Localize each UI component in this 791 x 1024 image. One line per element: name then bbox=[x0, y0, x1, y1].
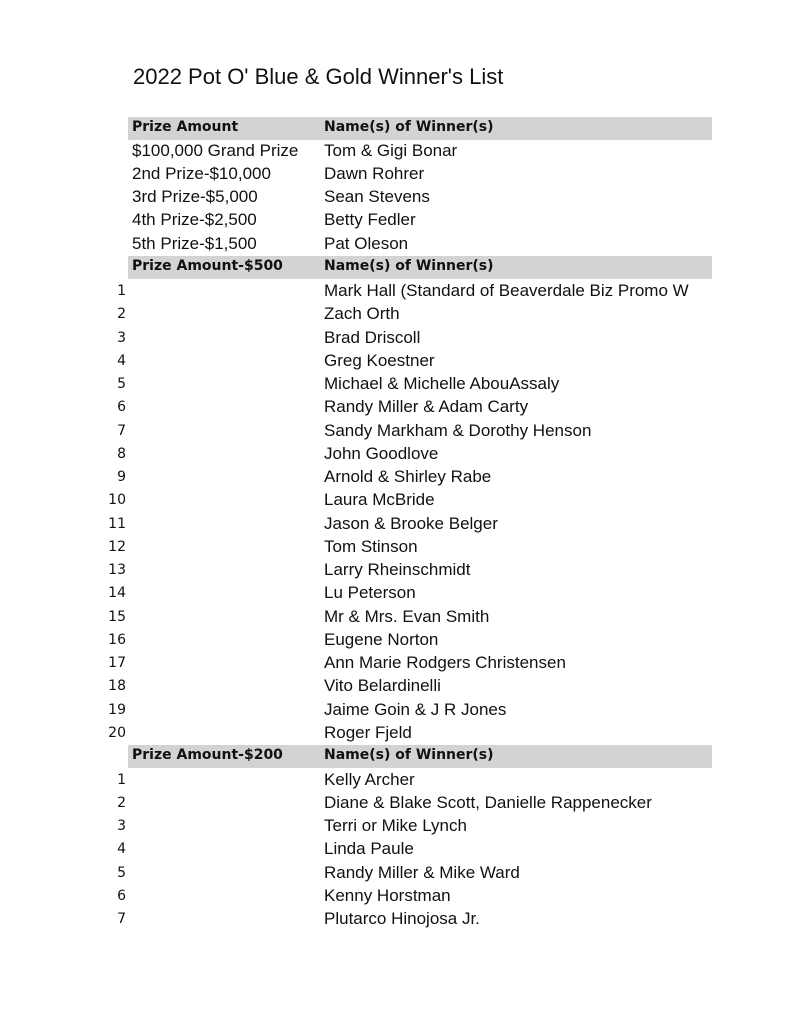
winner-name: Sean Stevens bbox=[324, 187, 430, 206]
table-row bbox=[0, 815, 791, 838]
prize-label: $100,000 Grand Prize bbox=[132, 141, 299, 160]
table-row bbox=[0, 420, 791, 443]
table-row bbox=[0, 908, 791, 931]
table-row bbox=[0, 606, 791, 629]
winner-name: Ann Marie Rodgers Christensen bbox=[324, 653, 566, 672]
table-row bbox=[0, 582, 791, 605]
winner-name: Jason & Brooke Belger bbox=[324, 513, 498, 533]
winner-name: Michael & Michelle AbouAssaly bbox=[324, 374, 560, 393]
row-number: 3 bbox=[117, 818, 126, 834]
winner-name: Lu Peterson bbox=[324, 583, 416, 603]
row-number: 7 bbox=[117, 911, 126, 927]
table-row bbox=[0, 163, 791, 186]
winner-name: Jaime Goin & J R Jones bbox=[324, 699, 507, 719]
winner-name: Larry Rheinschmidt bbox=[324, 560, 471, 579]
prize-label: 5th Prize-$1,500 bbox=[132, 234, 257, 253]
row-number: 2 bbox=[117, 306, 126, 323]
winner-name: Linda Paule bbox=[324, 839, 414, 859]
row-number: 5 bbox=[117, 376, 126, 392]
header-winners: Name(s) of Winner(s) bbox=[324, 258, 494, 274]
table-row bbox=[0, 769, 791, 792]
row-number: 19 bbox=[108, 701, 126, 718]
winner-name: Dawn Rohrer bbox=[324, 164, 425, 183]
table-row bbox=[0, 722, 791, 745]
row-number: 1 bbox=[117, 771, 126, 788]
page-title: 2022 Pot O' Blue & Gold Winner's List bbox=[133, 64, 504, 89]
winner-name: Sandy Markham & Dorothy Henson bbox=[324, 420, 592, 440]
winner-name: Tom & Gigi Bonar bbox=[324, 141, 458, 160]
winner-name: Mark Hall (Standard of Beaverdale Biz Promo W bbox=[324, 281, 689, 300]
table-row bbox=[0, 675, 791, 698]
table-row bbox=[0, 350, 791, 373]
row-number: 5 bbox=[117, 864, 126, 881]
table-row bbox=[0, 466, 791, 489]
winner-name: John Goodlove bbox=[324, 443, 439, 463]
prize-label: 4th Prize-$2,500 bbox=[132, 210, 257, 229]
header-prize-amount-200: Prize Amount-$200 bbox=[132, 747, 283, 763]
table-row bbox=[0, 280, 791, 303]
prize-label: 3rd Prize-$5,000 bbox=[132, 187, 258, 206]
row-number: 12 bbox=[108, 538, 126, 555]
table-row bbox=[0, 233, 791, 256]
row-number: 2 bbox=[117, 794, 126, 811]
row-number: 11 bbox=[108, 515, 126, 532]
row-number: 8 bbox=[117, 445, 126, 462]
winner-name: Terri or Mike Lynch bbox=[324, 816, 467, 835]
winner-name: Kelly Archer bbox=[324, 769, 415, 789]
winner-name: Eugene Norton bbox=[324, 629, 439, 649]
table-row bbox=[0, 885, 791, 908]
table-row bbox=[0, 536, 791, 559]
winner-name: Mr & Mrs. Evan Smith bbox=[324, 606, 490, 626]
row-number: 16 bbox=[108, 631, 126, 648]
header-row-main bbox=[0, 117, 791, 140]
table-row bbox=[0, 396, 791, 419]
row-number: 3 bbox=[117, 329, 126, 346]
table-row bbox=[0, 699, 791, 722]
table-row bbox=[0, 629, 791, 652]
winner-name: Diane & Blake Scott, Danielle Rappenecker bbox=[324, 792, 652, 812]
row-number: 7 bbox=[117, 422, 126, 439]
winner-name: Greg Koestner bbox=[324, 350, 435, 370]
row-number: 9 bbox=[117, 469, 126, 485]
row-number: 10 bbox=[108, 492, 126, 509]
table-row bbox=[0, 862, 791, 885]
table-row bbox=[0, 186, 791, 209]
winner-name: Brad Driscoll bbox=[324, 327, 421, 347]
table-row bbox=[0, 792, 791, 815]
header-prize-amount-500: Prize Amount-$500 bbox=[132, 258, 283, 274]
table-row bbox=[0, 652, 791, 675]
table-row bbox=[0, 209, 791, 232]
winner-name: Randy Miller & Adam Carty bbox=[324, 397, 529, 417]
header-winners: Name(s) of Winner(s) bbox=[324, 119, 494, 135]
row-number: 18 bbox=[108, 678, 126, 695]
winner-name: Betty Fedler bbox=[324, 210, 416, 229]
winner-name: Randy Miller & Mike Ward bbox=[324, 862, 520, 882]
row-number: 13 bbox=[108, 562, 126, 578]
header-row-500 bbox=[0, 256, 791, 279]
winner-name: Tom Stinson bbox=[324, 536, 418, 556]
row-number: 1 bbox=[117, 283, 126, 299]
table-row bbox=[0, 489, 791, 512]
table-row bbox=[0, 303, 791, 326]
row-number: 17 bbox=[108, 655, 126, 671]
winner-name: Arnold & Shirley Rabe bbox=[324, 467, 492, 486]
winner-name: Vito Belardinelli bbox=[324, 676, 441, 696]
row-number: 15 bbox=[108, 608, 126, 625]
row-number: 4 bbox=[117, 841, 126, 858]
winner-name: Plutarco Hinojosa Jr. bbox=[324, 909, 480, 928]
prize-label: 2nd Prize-$10,000 bbox=[132, 164, 271, 183]
winner-name: Roger Fjeld bbox=[324, 722, 412, 742]
header-row-200 bbox=[0, 745, 791, 768]
row-number: 4 bbox=[117, 352, 126, 369]
row-number: 6 bbox=[117, 399, 126, 416]
table-row bbox=[0, 513, 791, 536]
row-number: 20 bbox=[108, 724, 126, 741]
row-number: 6 bbox=[117, 887, 126, 904]
header-winners: Name(s) of Winner(s) bbox=[324, 747, 494, 763]
row-number: 14 bbox=[108, 585, 126, 602]
table-row bbox=[0, 559, 791, 582]
table-row bbox=[0, 443, 791, 466]
winner-name: Pat Oleson bbox=[324, 234, 409, 253]
table-row bbox=[0, 838, 791, 861]
winner-name: Kenny Horstman bbox=[324, 885, 451, 905]
table-row bbox=[0, 140, 791, 163]
winner-name: Zach Orth bbox=[324, 304, 400, 324]
header-prize-amount: Prize Amount bbox=[132, 119, 239, 135]
table-row bbox=[0, 327, 791, 350]
winner-name: Laura McBride bbox=[324, 490, 435, 510]
table-row bbox=[0, 373, 791, 396]
